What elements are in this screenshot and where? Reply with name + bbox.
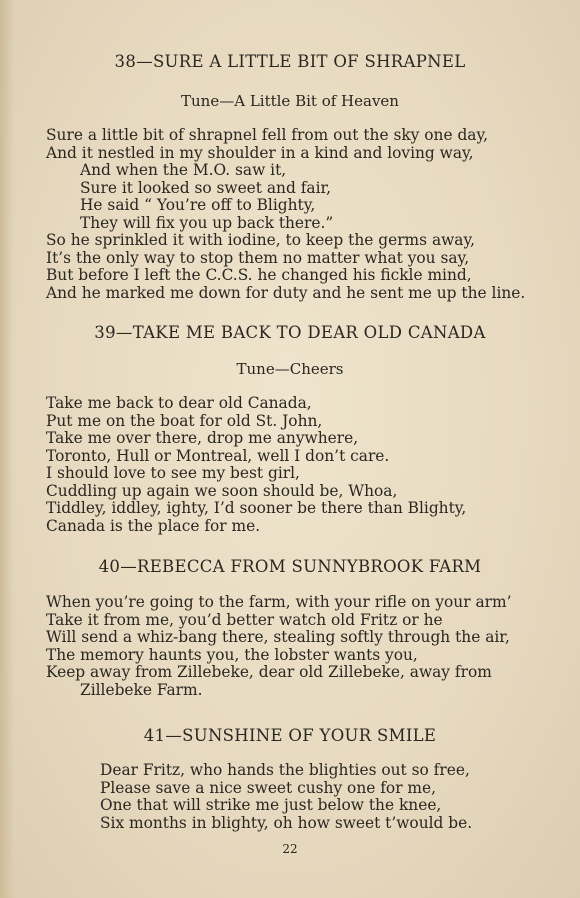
lyric-line: It’s the only way to stop them no matter what you say, xyxy=(46,248,470,267)
lyric-line: Toronto, Hull or Montreal, well I don’t care. xyxy=(46,446,390,465)
song-39-lyrics xyxy=(0,395,580,535)
lyric-line: He said “ You’re off to Blighty, xyxy=(80,196,316,214)
lyric-line: Sure a little bit of shrapnel fell from out the sky one day, xyxy=(46,126,489,144)
song-title: 40—REBECCA FROM SUNNYBROOK FARM xyxy=(98,557,482,576)
song-38 xyxy=(0,52,580,71)
lyric-line: Will send a whiz-bang there, stealing softly through the air, xyxy=(46,628,510,646)
song-tune: Tune—A Little Bit of Heaven xyxy=(181,92,399,110)
song-title: 39—TAKE ME BACK TO DEAR OLD CANADA xyxy=(94,323,486,342)
song-title: 41—SUNSHINE OF YOUR SMILE xyxy=(143,726,437,745)
lyric-line: Put me on the boat for old St. John, xyxy=(46,411,323,430)
song-41-lyrics xyxy=(0,762,580,832)
lyric-line: Please save a nice sweet cushy one for me, xyxy=(100,778,437,797)
lyric-line: Take me over there, drop me anywhere, xyxy=(46,429,359,447)
lyric-line: Cuddling up again we soon should be, Whoa, xyxy=(46,481,398,500)
lyric-line: But before I left the C.C.S. he changed his fickle mind, xyxy=(46,266,472,284)
lyric-line: Zillebeke Farm. xyxy=(80,680,203,699)
lyric-line: Sure it looked so sweet and fair, xyxy=(80,178,332,197)
song-40-lyrics xyxy=(0,594,580,699)
lyric-line: So he sprinkled it with iodine, to keep the germs away, xyxy=(46,231,476,249)
song-tune: Tune—Cheers xyxy=(236,360,344,378)
lyric-line: Take me back to dear old Canada, xyxy=(46,394,312,412)
lyric-line: I should love to see my best girl, xyxy=(46,464,300,482)
lyric-line: One that will strike me just below the knee, xyxy=(100,796,442,814)
song-38-lyrics xyxy=(0,127,580,302)
lyric-line: Tiddley, iddley, ighty, I’d sooner be there than Blighty, xyxy=(46,499,467,517)
lyric-line: When you’re going to the farm, with your rifle on your arm’ xyxy=(46,593,512,611)
lyric-line: And he marked me down for duty and he sent me up the line. xyxy=(46,283,526,302)
lyric-line: The memory haunts you, the lobster wants you, xyxy=(46,645,418,664)
song-39-tune xyxy=(0,360,580,378)
lyric-line: Take it from me, you’d better watch old Fritz or he xyxy=(46,610,443,629)
song-38-tune xyxy=(0,92,580,110)
lyric-line: Keep away from Zillebeke, dear old Zillebeke, away from xyxy=(46,663,492,681)
song-41 xyxy=(0,726,580,745)
lyric-line: And when the M.O. saw it, xyxy=(80,161,287,179)
lyric-line: Canada is the place for me. xyxy=(46,516,261,535)
song-title: 38—SURE A LITTLE BIT OF SHRAPNEL xyxy=(114,52,466,71)
page-number: 22 xyxy=(282,842,298,856)
song-39 xyxy=(0,323,580,342)
lyric-line: Six months in blighty, oh how sweet t’would be. xyxy=(100,813,473,832)
lyric-line: Dear Fritz, who hands the blighties out so free, xyxy=(100,761,470,779)
song-40 xyxy=(0,557,580,576)
lyric-line: They will fix you up back there.” xyxy=(80,213,334,232)
lyric-line: And it nestled in my shoulder in a kind and loving way, xyxy=(46,143,474,162)
